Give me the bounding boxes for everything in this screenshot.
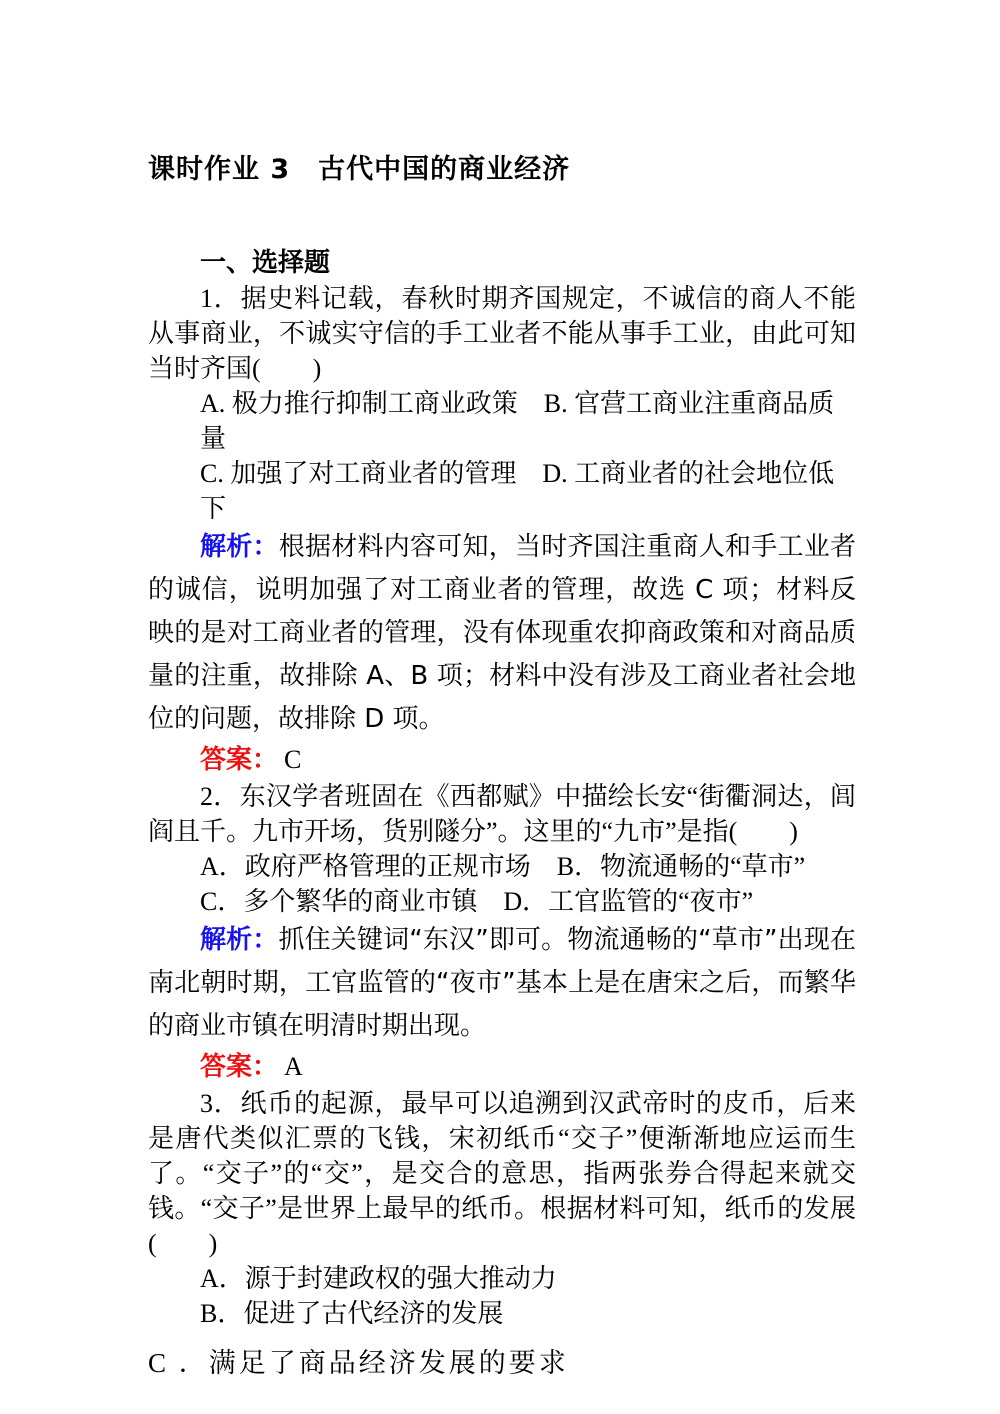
question-1-analysis [148, 526, 856, 741]
question-2-options-line-ab: A．政府严格管理的正规市场 B．物流通畅的“草市” [200, 852, 806, 881]
answer-value: A [284, 1052, 303, 1081]
question-3-option-a: A．源于封建政权的强大推动力 [200, 1264, 557, 1293]
question-2-analysis [148, 919, 856, 1048]
question-1 [148, 281, 856, 779]
question-2-answer [148, 1048, 856, 1086]
analysis-text: 抓住关键词“东汉”即可。物流通畅的“草市”出现在南北朝时期，工官监管的“夜市”基本上是在唐宋之后，而繁华的商业市镇在明清时期出现。 [148, 925, 856, 1041]
question-3-option-c: C ．满足了商品经济发展的要求 [148, 1348, 569, 1378]
question-1-options-line-cd: C. 加强了对工商业者的管理 D. 工商业者的社会地位低下 [200, 459, 835, 523]
analysis-label: 解析： [200, 532, 279, 562]
question-2-options-line-cd: C．多个繁华的商业市镇 D．工官监管的“夜市” [200, 887, 754, 916]
analysis-label: 解析： [200, 925, 279, 955]
document-content [148, 152, 856, 1381]
analysis-text: 根据材料内容可知，当时齐国注重商人和手工业者的诚信，说明加强了对工商业者的管理，故选 C 项；材料反映的是对工商业者的管理，没有体现重农抑商政策和对商品质量的注重，故排除 A、B 项；材料中没有涉及工商业者社会地位的问题，故排除 D 项。 [148, 532, 856, 734]
answer-value: C [284, 745, 302, 774]
question-1-answer [148, 741, 856, 779]
section-heading: 一、选择题 [200, 248, 331, 278]
question-1-stem: 1．据史料记载，春秋时期齐国规定，不诚信的商人不能从事商业，不诚实守信的手工业者不能从事手工业，由此可知当时齐国( ) [148, 284, 856, 383]
question-3 [148, 1086, 856, 1381]
question-3-stem: 3．纸币的起源，最早可以追溯到汉武帝时的皮币，后来是唐代类似汇票的飞钱，宋初纸币“交子”便渐渐地应运而生了。“交子”的“交”，是交合的意思，指两张券合得起来就交钱。“交子”是世界上最早的纸币。根据材料可知，纸币的发展( ) [148, 1089, 856, 1258]
page-title: 课时作业 3 古代中国的商业经济 [148, 154, 571, 185]
question-2-stem: 2．东汉学者班固在《西都赋》中描绘长安“街衢洞达，闾阎且千。九市开场，货别隧分”。这里的“九市”是指( ) [148, 782, 856, 846]
question-1-options-line-ab: A. 极力推行抑制工商业政策 B. 官营工商业注重商品质量 [200, 389, 835, 453]
question-2 [148, 779, 856, 1086]
answer-label: 答案： [200, 745, 279, 775]
answer-label: 答案： [200, 1052, 279, 1082]
question-3-option-b: B．促进了古代经济的发展 [200, 1299, 504, 1328]
